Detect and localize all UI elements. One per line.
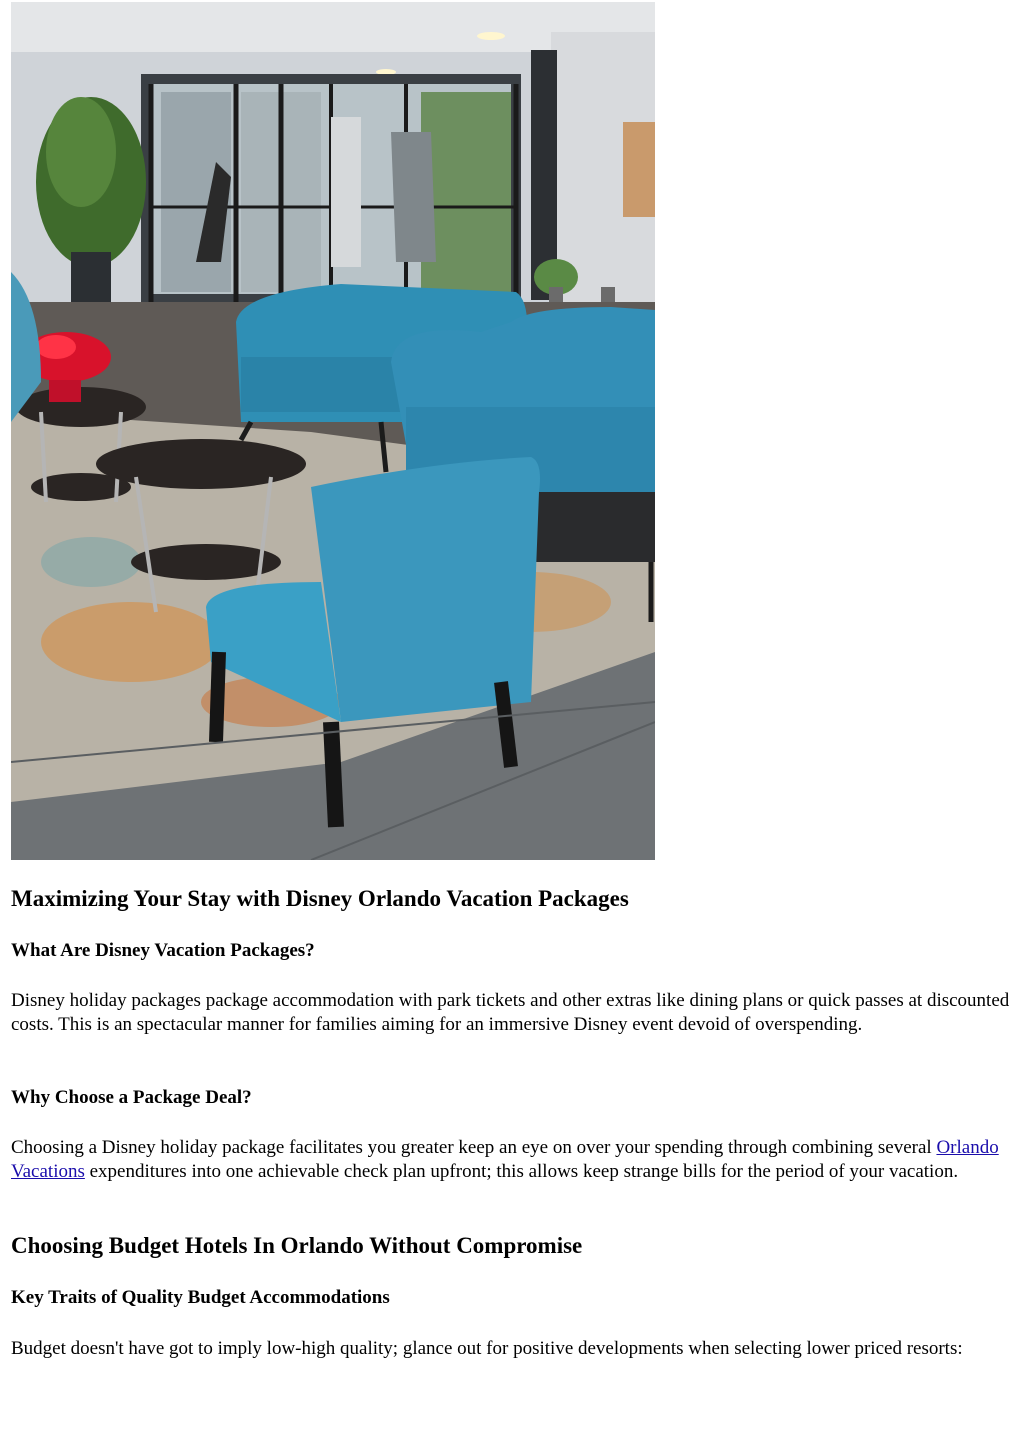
section-heading-budget-hotels: Choosing Budget Hotels In Orlando Without Compromise [11, 1233, 583, 1258]
subheading-key-traits: Key Traits of Quality Budget Accommodations [11, 1287, 390, 1308]
paragraph-text-start: Choosing a Disney holiday package facilitates you greater keep an eye on over your spending through combining several [11, 1137, 937, 1158]
paragraph-package-benefits [11, 1136, 1014, 1183]
section-heading-disney-packages: Maximizing Your Stay with Disney Orlando Vacation Packages [11, 886, 629, 911]
subheading-what-are-packages: What Are Disney Vacation Packages? [11, 940, 315, 961]
paragraph-packages-description: Disney holiday packages package accommodation with park tickets and other extras like dining plans or quick passes at discounted costs. This is an spectacular manner for families aiming for an immersive Disney event devoid of overspending. [11, 990, 1010, 1035]
paragraph-budget-advice: Budget doesn't have got to imply low-high quality; glance out for positive developments when selecting lower priced resorts: [11, 1338, 963, 1359]
hero-image [11, 2, 655, 860]
lobby-photo [11, 2, 655, 860]
subheading-why-choose-package: Why Choose a Package Deal? [11, 1087, 252, 1108]
paragraph-text-end: expenditures into one achievable check plan upfront; this allows keep strange bills for the period of your vacation. [84, 1160, 959, 1182]
orlando-vacations-link[interactable]: Orlando Vacations [11, 1137, 999, 1182]
